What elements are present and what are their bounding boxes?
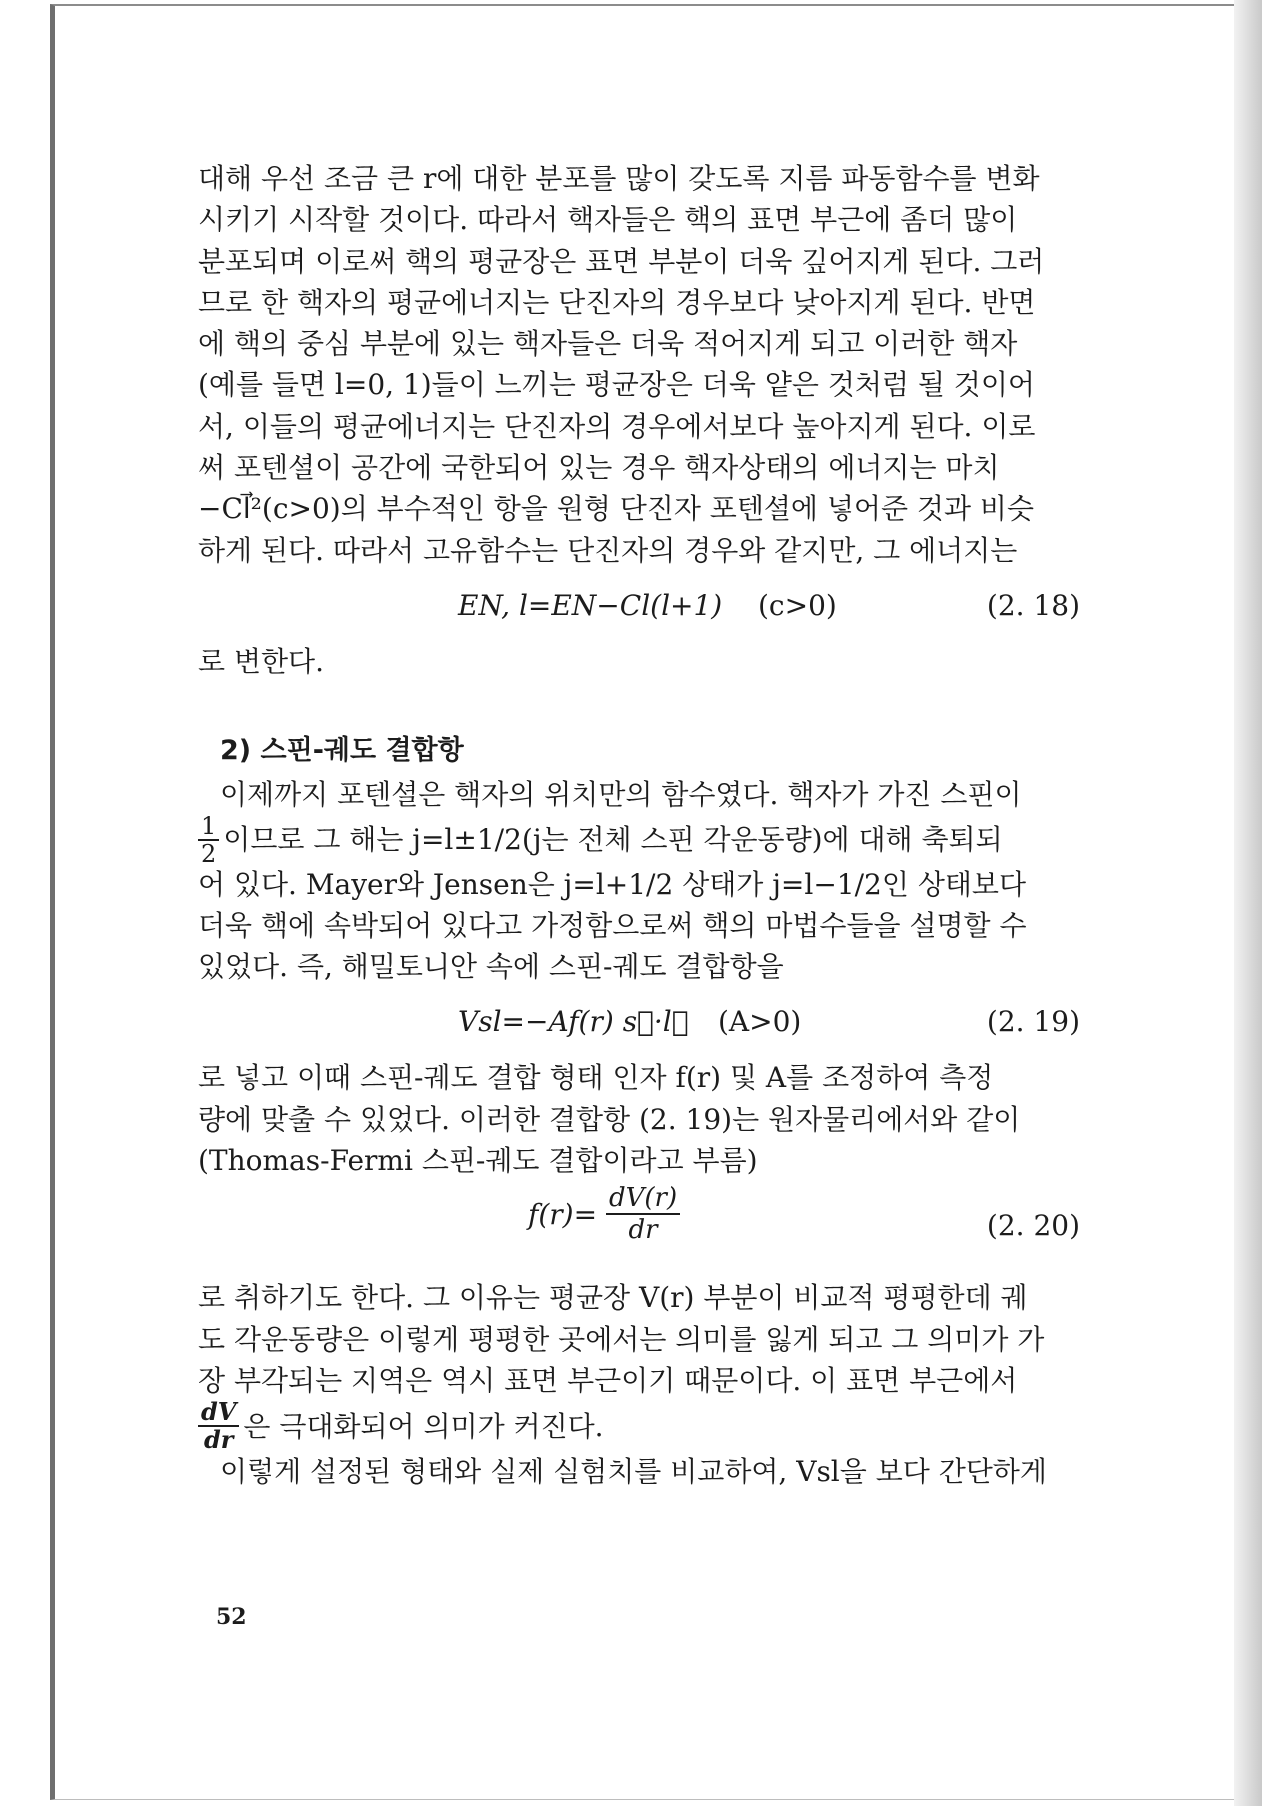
text-line: 므로 한 핵자의 평균에너지는 단진자의 경우보다 낮아지게 된다. 반면 bbox=[198, 285, 1036, 319]
section-title: 2) 스핀-궤도 결합항 bbox=[220, 735, 464, 767]
text-segment: 은 극대화되어 의미가 커진다. bbox=[243, 1409, 604, 1443]
equation-expression: Vsl=−Af(r) s⃗·l⃗ bbox=[458, 1005, 689, 1039]
text-line: 시키기 시작할 것이다. 따라서 핵자들은 핵의 표면 부근에 좀더 많이 bbox=[198, 203, 1018, 237]
text-line bbox=[198, 1397, 1080, 1455]
text-line: 량에 맞출 수 있었다. 이러한 결합항 (2. 19)는 원자물리에서와 같이 bbox=[198, 1102, 1021, 1136]
text-line bbox=[198, 811, 1080, 868]
text-line: 써 포텐셜이 공간에 국한되어 있는 경우 핵자상태의 에너지는 마치 bbox=[198, 451, 1000, 485]
text-line: 서, 이들의 평균에너지는 단진자의 경우에서보다 높아지게 된다. 이로 bbox=[198, 409, 1036, 443]
page-number: 52 bbox=[216, 1604, 247, 1630]
equation-expression: f(r)= $\frac{dV(r)}{dr}$ bbox=[528, 1183, 684, 1245]
text-line: −Cl⃗²(c>0)의 부수적인 항을 원형 단진자 포텐셜에 넣어준 것과 비슷 bbox=[198, 492, 1035, 526]
fraction-half: $\frac{1}{2}$ bbox=[198, 813, 219, 867]
equation-2-20 bbox=[198, 1181, 1080, 1277]
fraction-dv-dr: $\frac{dV}{dr}$ bbox=[198, 1399, 239, 1453]
text-line: 도 각운동량은 이렇게 평평한 곳에서는 의미를 잃게 되고 그 의미가 가 bbox=[198, 1322, 1045, 1356]
text-line: 이제까지 포텐셜은 핵자의 위치만의 함수였다. 핵자가 가진 스핀이 bbox=[220, 778, 1022, 812]
equation-expression: EN, l=EN−Cl(l+1) bbox=[458, 588, 723, 622]
text-line: 분포되며 이로써 핵의 평균장은 표면 부분이 더욱 깊어지게 된다. 그러 bbox=[198, 244, 1045, 278]
text-line: 더욱 핵에 속박되어 있다고 가정함으로써 핵의 마법수들을 설명할 수 bbox=[198, 908, 1027, 942]
text-line: 있었다. 즉, 해밀토니안 속에 스핀-궤도 결합항을 bbox=[198, 950, 784, 984]
text-segment: 이므로 그 해는 j=l±1/2(j는 전체 스핀 각운동량)에 대해 축퇴되 bbox=[223, 822, 1003, 856]
equation-condition: (c>0) bbox=[758, 588, 837, 622]
page-edge-shadow bbox=[1234, 0, 1262, 1806]
text-line: 에 핵의 중심 부분에 있는 핵자들은 더욱 적어지게 되고 이러한 핵자 bbox=[198, 327, 1018, 361]
text-line: 로 취하기도 한다. 그 이유는 평균장 V(r) 부분이 비교적 평평한데 궤 bbox=[198, 1281, 1028, 1315]
equation-2-19 bbox=[198, 987, 1080, 1057]
text-line: 하게 된다. 따라서 고유함수는 단진자의 경우와 같지만, 그 에너지는 bbox=[198, 533, 1018, 567]
text-line: 로 변한다. bbox=[198, 644, 324, 678]
equation-condition: (A>0) bbox=[718, 1005, 802, 1039]
text-line: 이렇게 설정된 형태와 실제 실험치를 비교하여, Vsl을 보다 간단하게 bbox=[220, 1455, 1047, 1489]
page-text bbox=[198, 158, 1080, 1493]
text-line: 어 있다. Mayer와 Jensen은 j=l+1/2 상태가 j=l−1/2인 상태보다 bbox=[198, 867, 1027, 901]
text-line: 로 넣고 이때 스핀-궤도 결합 형태 인자 f(r) 및 A를 조정하여 측정 bbox=[198, 1061, 994, 1095]
equation-2-18 bbox=[198, 571, 1080, 641]
text-line: (예를 들면 l=0, 1)들이 느끼는 평균장은 더욱 얕은 것처럼 될 것이어 bbox=[198, 368, 1035, 402]
equation-number: (2. 19) bbox=[986, 1005, 1080, 1039]
equation-number: (2. 18) bbox=[986, 588, 1080, 622]
text-line: (Thomas-Fermi 스핀-궤도 결합이라고 부름) bbox=[198, 1144, 758, 1178]
equation-number: (2. 20) bbox=[986, 1209, 1080, 1243]
text-line: 장 부각되는 지역은 역시 표면 부근이기 때문이다. 이 표면 부근에서 bbox=[198, 1363, 1018, 1397]
fraction-dv-dr: $\frac{dV(r)}{dr}$ bbox=[606, 1183, 680, 1245]
text-line: 대해 우선 조금 큰 r에 대한 분포를 많이 갖도록 지름 파동함수를 변화 bbox=[198, 162, 1040, 195]
